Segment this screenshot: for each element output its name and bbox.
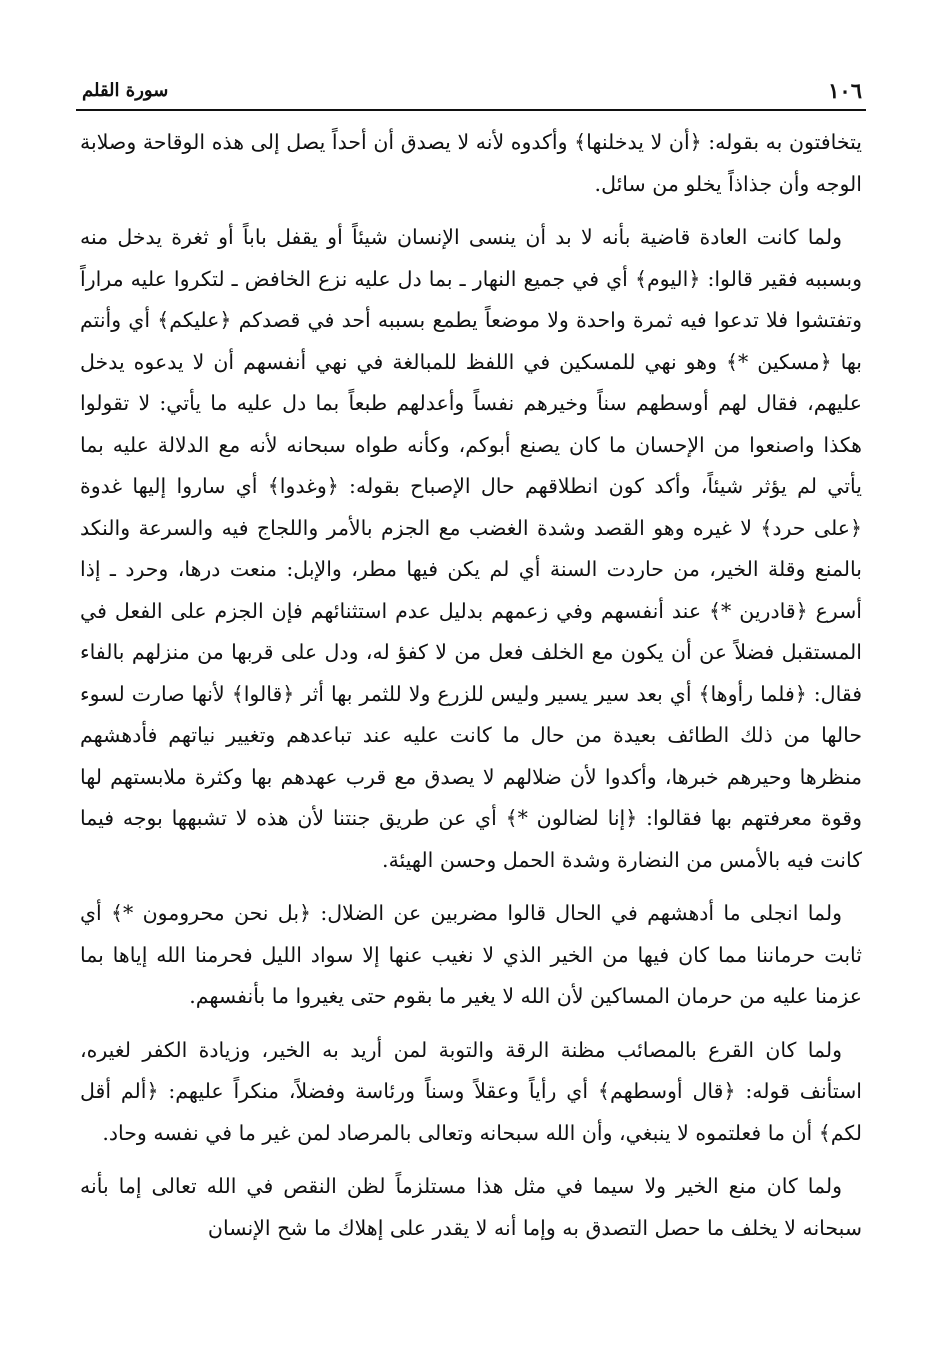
paragraph-3 bbox=[80, 893, 862, 1018]
paragraph-4 bbox=[80, 1030, 862, 1155]
body-text bbox=[80, 122, 862, 1261]
paragraph-2 bbox=[80, 217, 862, 881]
surah-title: سورة القلم bbox=[82, 80, 169, 101]
paragraph-text: ولما انجلى ما أدهشهم في الحال قالوا مضربين عن الضلال: ﴿بل نحن محرومون *﴾ أي ثابت حرماننا مما كان فيها من الخير الذي لا نغيب عنها إلا سواد الليل فحرمنا الله إياها بما عزمنا عليه من حرمان المساكين لأن الله لا يغير ما بقوم حتى يغيروا ما بأنفسهم. bbox=[80, 901, 862, 1008]
header-divider bbox=[76, 109, 866, 111]
page-number: ١٠٦ bbox=[828, 78, 862, 103]
page-header bbox=[70, 76, 870, 110]
paragraph-text: ولما كانت العادة قاضية بأنه لا بد أن ينسى الإنسان شيئاً أو يقفل باباً أو ثغرة يدخل منه وبسببه فقير قالوا: ﴿اليوم﴾ أي في جميع النهار ـ بما دل عليه نزع الخافض ـ لتكروا عليه مراراً وتفتشوا فلا تدعوا فيه ثمرة واحدة ولا موضعاً يطمع بسببه أحد في قصدكم ﴿عليكم﴾ أي وأنتم بها ﴿مسكين *﴾ وهو نهي للمسكين في اللفظ للمبالغة في نهي أنفسهم أن لا يدعوه يدخل عليهم، فقال لهم أوسطهم سناً وخيرهم نفساً وأعدلهم طبعاً بما دل عليه ما يأتي: لا تقولوا هكذا واصنعوا من الإحسان ما كان يصنع أبوكم، وكأنه طواه سبحانه لأنه مع الدلالة عليه بما يأتي لم يؤثر شيئاً، وأكد كون انطلاقهم حال الإصباح بقوله: ﴿وغدوا﴾ أي ساروا إليها غدوة ﴿على حرد﴾ لا غيره وهو القصد وشدة الغضب مع الجزم بالأمر واللجاج فيه والسرعة والنكد بالمنع وقلة الخير، من حاردت السنة أي لم يكن فيها مطر، والإبل: منعت درها، وحرد ـ إذا أسرع ﴿قادرين *﴾ عند أنفسهم وفي زعمهم بدليل عدم استثنائهم فإن الجزم على الفعل في المستقبل فضلاً عن أن يكون مع الخلف فعل من لا كفؤ له، ودل على قربها من منزلهم بالفاء فقال: ﴿فلما رأوها﴾ أي بعد سير يسير وليس للزرع ولا للثمر بها أثر ﴿قالوا﴾ لأنها صارت لسوء حالها من ذلك الطائف بعيدة من حال ما كانت عليه عند تباعدهم وتغيير نياتهم فأدهشهم منظرها وحيرهم خبرها، وأكدوا لأن ضلالهم لا يصدق مع قرب عهدهم بها وكثرة ملابستهم لها وقوة معرفتهم بها فقالوا: ﴿إنا لضالون *﴾ أي عن طريق جنتنا لأن هذه لا تشبهها بوجه فيما كانت فيه بالأمس من النضارة وشدة الحمل وحسن الهيئة. bbox=[80, 225, 862, 872]
paragraph-1 bbox=[80, 122, 862, 205]
paragraph-text: يتخافتون به بقوله: ﴿أن لا يدخلنها﴾ وأكدوه لأنه لا يصدق أن أحداً يصل إلى هذه الوقاحة وصلابة الوجه وأن جذاذاً يخلو من سائل. bbox=[80, 130, 862, 196]
paragraph-5 bbox=[80, 1166, 862, 1249]
paragraph-text: ولما كان القرع بالمصائب مظنة الرقة والتوبة لمن أريد به الخير، وزيادة الكفر لغيره، استأنف قوله: ﴿قال أوسطهم﴾ أي رأياً وعقلاً وسناً ورئاسة وفضلاً، منكراً عليهم: ﴿ألم أقل لكم﴾ أن ما فعلتموه لا ينبغي، وأن الله سبحانه وتعالى بالمرصاد لمن غير ما في نفسه وحاد. bbox=[80, 1037, 862, 1145]
paragraph-text: ولما كان منع الخير ولا سيما في مثل هذا مستلزماً لظن النقص في الله تعالى إما بأنه سبحانه لا يخلف ما حصل التصدق به وإما أنه لا يقدر على إهلاك ما شح الإنسان bbox=[80, 1174, 862, 1240]
